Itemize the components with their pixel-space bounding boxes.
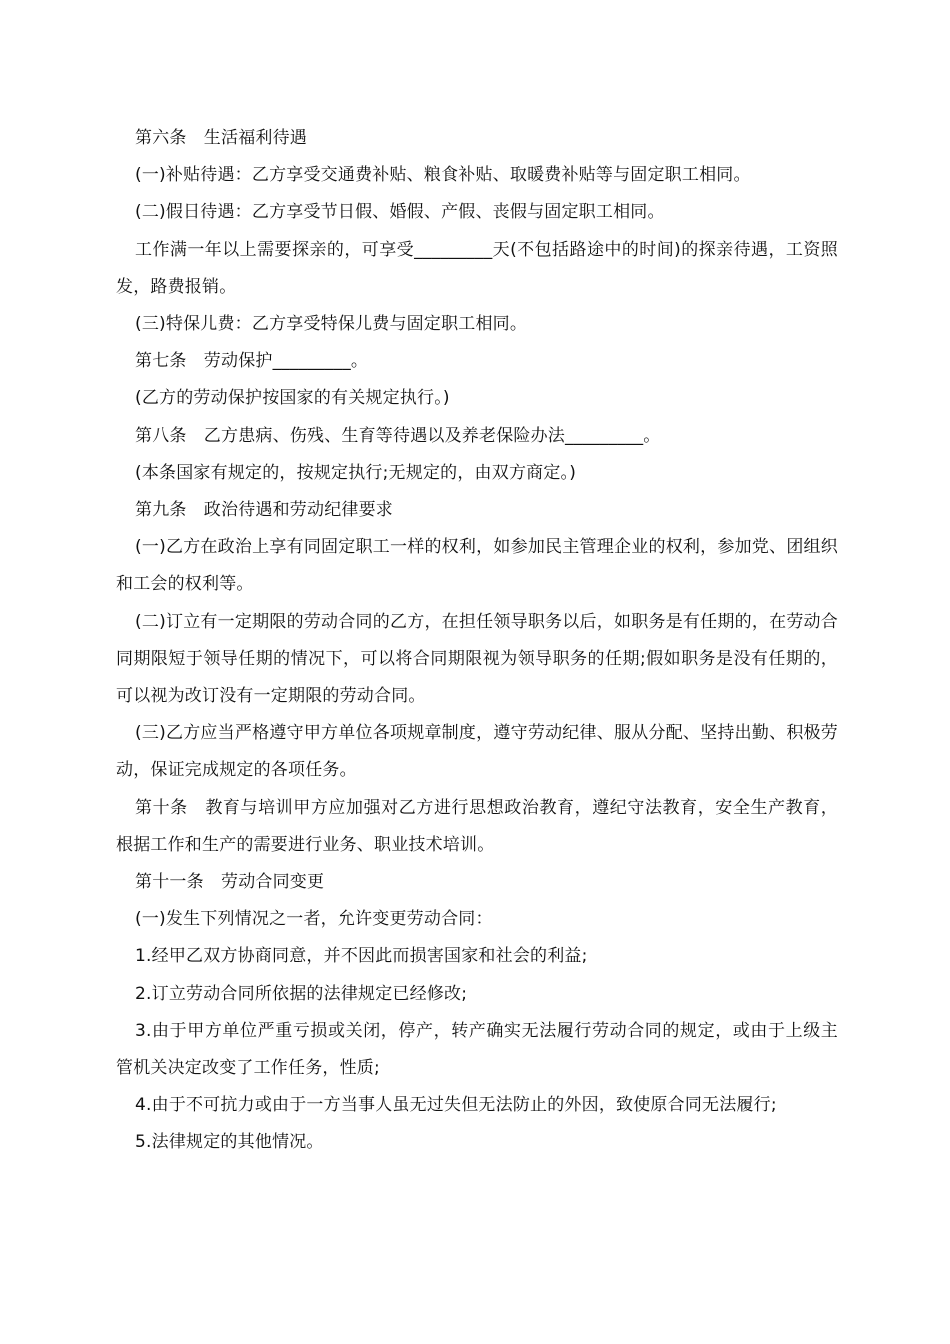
paragraph: (二)订立有一定期限的劳动合同的乙方，在担任领导职务以后，如职务是有任期的，在劳动合同期限短于领导任期的情况下，可以将合同期限视为领导职务的任期;假如职务是没有任期的，可以视为改订没有一定期限的劳动合同。 [116, 611, 838, 707]
document-page [116, 120, 838, 1162]
paragraph: (乙方的劳动保护按国家的有关规定执行。) [135, 388, 450, 409]
article-heading: 第十条 教育与培训甲方应加强对乙方进行思想政治教育，遵纪守法教育，安全生产教育，根据工作和生产的需要进行业务、职业技术培训。 [116, 797, 838, 855]
list-item: 5.法律规定的其他情况。 [135, 1132, 324, 1153]
paragraph: (一)补贴待遇：乙方享受交通费补贴、粮食补贴、取暖费补贴等与固定职工相同。 [135, 165, 751, 186]
paragraph: (本条国家有规定的，按规定执行;无规定的，由双方商定。) [135, 462, 577, 483]
list-item: 2.订立劳动合同所依据的法律规定已经修改; [135, 983, 468, 1004]
article-heading: 第十一条 劳动合同变更 [135, 872, 325, 893]
paragraph: (三)特保儿费：乙方享受特保儿费与固定职工相同。 [135, 314, 528, 335]
list-item: 3.由于甲方单位严重亏损或关闭，停产，转产确实无法履行劳动合同的规定，或由于上级主管机关决定改变了工作任务，性质; [116, 1020, 838, 1079]
article-heading: 第八条 乙方患病、伤残、生育等待遇以及养老保险办法_________。 [135, 425, 661, 446]
paragraph: (三)乙方应当严格遵守甲方单位各项规章制度，遵守劳动纪律、服从分配、坚持出勤、积极劳动，保证完成规定的各项任务。 [116, 723, 838, 781]
list-item: 1.经甲乙双方协商同意，并不因此而损害国家和社会的利益; [135, 946, 588, 967]
paragraph: (二)假日待遇：乙方享受节日假、婚假、产假、丧假与固定职工相同。 [135, 202, 665, 223]
article-heading: 第九条 政治待遇和劳动纪律要求 [135, 500, 393, 521]
list-item: 4.由于不可抗力或由于一方当事人虽无过失但无法防止的外因，致使原合同无法履行; [135, 1095, 777, 1116]
paragraph: (一)发生下列情况之一者，允许变更劳动合同： [135, 909, 493, 930]
paragraph: 工作满一年以上需要探亲的，可享受_________天(不包括路途中的时间)的探亲待遇，工资照发，路费报销。 [116, 239, 838, 297]
article-heading: 第七条 劳动保护_________。 [135, 351, 369, 372]
paragraph: (一)乙方在政治上享有同固定职工一样的权利，如参加民主管理企业的权利，参加党、团组织和工会的权利等。 [116, 537, 838, 595]
article-heading: 第六条 生活福利待遇 [135, 128, 307, 148]
